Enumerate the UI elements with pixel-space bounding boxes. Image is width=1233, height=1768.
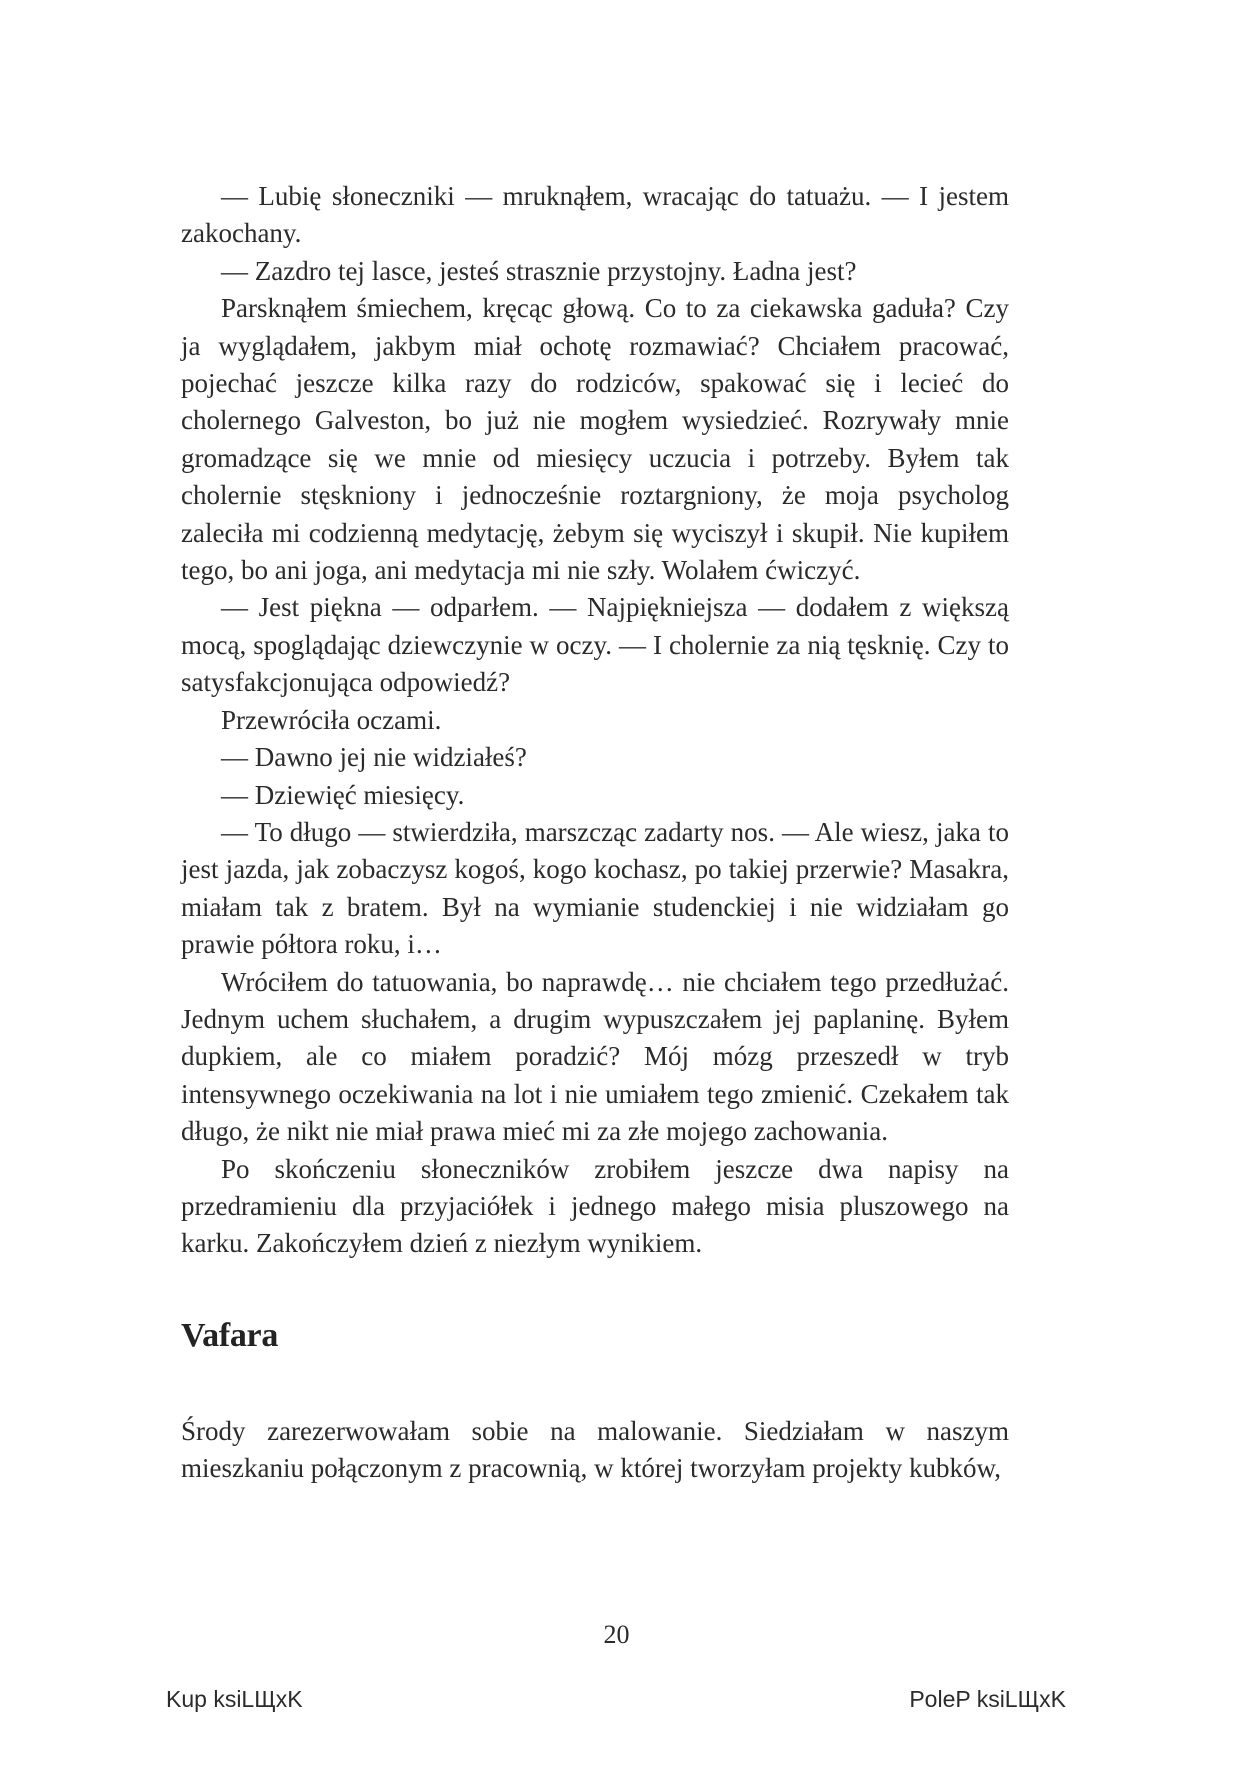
paragraph: — Lubię słoneczniki — mruknąłem, wracając do tatuażu. — I jestem zakochany. <box>181 181 1009 249</box>
paragraph: — Jest piękna — odparłem. — Najpiękniejsza — dodałem z większą mocą, spoglądając dziewczynie w oczy. — I cholernie za nią tęsknię. Czy to satysfakcjonująca odpowiedź? <box>181 592 1009 698</box>
chapter-section <box>181 1317 1009 1488</box>
paragraph: Parsknąłem śmiechem, kręcąc głową. Co to za ciekawska gaduła? Czy ja wyglądałem, jakbym miał ochotę rozmawiać? Chciałem pracować, pojechać jeszcze kilka razy do rodziców, spakować się i lecieć do cholernego Galveston, bo już nie mogłem wysiedzieć. Rozrywały mnie gromadzące się we mnie od miesięcy uczucia i potrzeby. Byłem tak cholernie stęskniony i jednocześnie roztargniony, że moja psycholog zaleciła mi codzienną medytację, żebym się wyciszył i skupił. Nie kupiłem tego, bo ani joga, ani medytacja mi nie szły. Wolałem ćwiczyć. <box>181 293 1009 586</box>
footer-buy-link[interactable]: Kup ksiLЩxK <box>166 1686 303 1712</box>
page-number: 20 <box>603 1620 630 1649</box>
paragraph: — Zazdro tej lasce, jesteś strasznie przystojny. Ładna jest? <box>221 255 857 286</box>
footer-recommend-link[interactable]: PoleP ksiLЩxK <box>909 1686 1066 1712</box>
section-heading: Vafara <box>181 1317 279 1354</box>
section-paragraph: Środy zarezerwowałam sobie na malowanie. Siedziałam w naszym mieszkaniu połączonym z pracownią, w której tworzyłam projekty kubków, <box>181 1416 1009 1484</box>
paragraph: Po skończeniu słoneczników zrobiłem jeszcze dwa napisy na przedramieniu dla przyjaciółek i jednego małego misia pluszowego na karku. Zakończyłem dzień z niezłym wynikiem. <box>181 1153 1009 1259</box>
paragraph: — To długo — stwierdziła, marszcząc zadarty nos. — Ale wiesz, jaka to jest jazda, jak zobaczysz kogoś, kogo kochasz, po takiej przerwie? Masakra, miałam tak z bratem. Był na wymianie studenckiej i nie widziałam go prawie półtora roku, i… <box>181 816 1009 960</box>
paragraph: — Dziewięć miesięcy. <box>221 779 465 810</box>
paragraph: — Dawno jej nie widziałeś? <box>221 742 527 773</box>
body-text <box>181 178 1009 1263</box>
paragraph: Wróciłem do tatuowania, bo naprawdę… nie chciałem tego przedłużać. Jednym uchem słuchałem, a drugim wypuszczałem jej paplaninę. Byłem dupkiem, ale co miałem poradzić? Mój mózg przeszedł w tryb intensywnego oczekiwania na lot i nie umiałem tego zmienić. Czekałem tak długo, że nikt nie miał prawa mieć mi za złe mojego zachowania. <box>181 966 1009 1147</box>
paragraph: Przewróciła oczami. <box>221 704 442 735</box>
